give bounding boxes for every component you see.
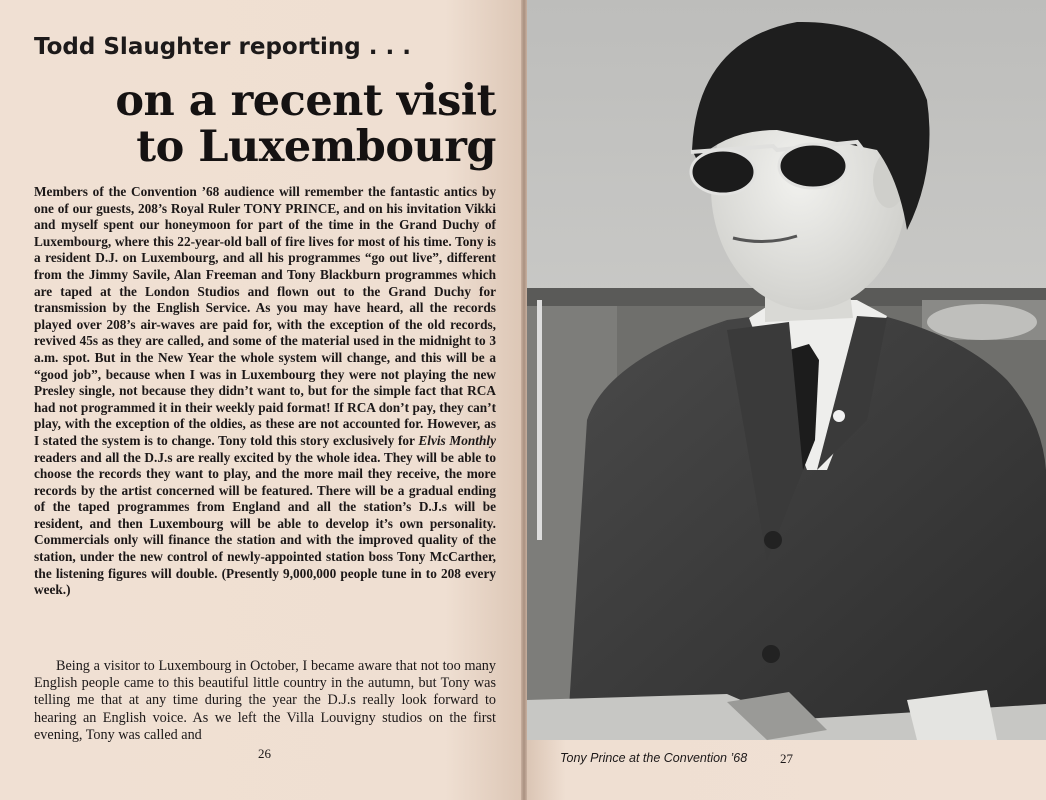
- portrait-photo-illustration: [527, 0, 1046, 740]
- portrait-photo: [527, 0, 1046, 740]
- photo-caption: Tony Prince at the Convention ’68: [560, 751, 748, 765]
- headline-line-1: on a recent visit: [115, 76, 496, 126]
- intro-text-part-1: Members of the Convention ’68 audience will remember the fantastic antics by one of our guests, 208’s Royal Ruler TONY PRINCE, and on his invitation Vikki and myself spent our honeymoon for part of the time in the Grand Duchy of Luxembourg, where this 22-year-old ball of fire lives for most of his time. Tony is a resident D.J. on Luxembourg, and all his programmes “go out live”, different from the Jimmy Savile, Alan Freeman and Tony Blackburn programmes which are taped at the London Studios and flown out to the Grand Duchy for transmission by the English Service. As you may have heard, all the records played over 208’s air-waves are paid for, with the exception of the old records, revived 45s as they are called, and some of the material used in the midnight to 3 a.m. spot. But in the New Year the whole system will change, and this will be a “good job”, because when I was in Luxembourg they were not playing the new Presley single, not because they didn’t want to, but for the simple fact that RCA had not programmed it in their weekly paid format! If RCA don’t pay, they can’t play, with the exception of the oldies, as these are not accounted for. However, as I stated the system is to change. Tony told this story exclusively for: [34, 184, 496, 448]
- article-headline: [60, 78, 496, 170]
- right-page-number: 27: [780, 751, 793, 766]
- intro-text-part-2: readers and all the D.J.s are really excited by the whole idea. They will be able to choose the records they want to play, and the more mail they receive, the more records by the artist concerned will be featured. There will be a gradual ending of the taped programmes from England and all the station’s D.J.s will be resident, and then Luxembourg will be able to develop it’s own personality. Commercials only will finance the station and with the improved quality of the station, under the new control of newly-appointed station boss Tony McCarther, the listening figures will double. (Presently 9,000,000 people tune in to 208 every week.): [34, 449, 496, 598]
- article-body-paragraph: Being a visitor to Luxembourg in October, I became aware that not too many English people came to this beautiful little country in the autumn, but Tony was telling me that at any time during the year the D.J.s really look forward to hearing an English voice. As we left the Villa Louvigny studios on the first evening, Tony was called and: [34, 658, 496, 743]
- article-intro-paragraph: [34, 184, 496, 599]
- magazine-title: Elvis Monthly: [418, 432, 496, 448]
- left-page-number: 26: [258, 746, 271, 761]
- article-kicker: Todd Slaughter reporting . . .: [34, 34, 411, 60]
- headline-line-2: to Luxembourg: [136, 122, 496, 172]
